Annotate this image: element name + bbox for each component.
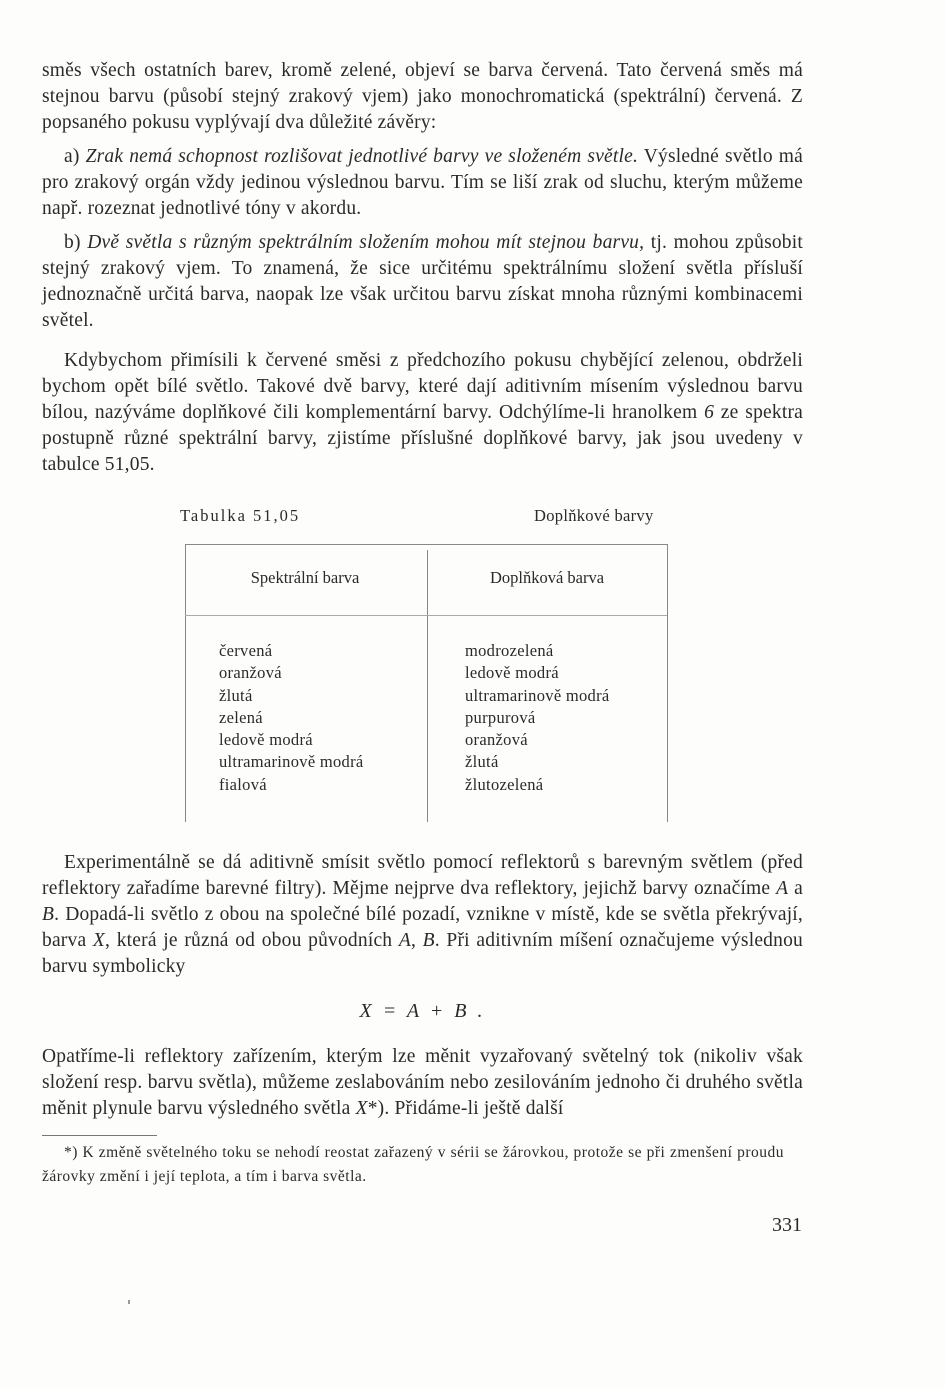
table-title: Doplňkové barvy bbox=[534, 506, 654, 525]
conclusion-a bbox=[42, 144, 803, 222]
paragraph-complementary bbox=[42, 348, 803, 478]
column-complementary-colors bbox=[465, 640, 610, 796]
conclusion-b bbox=[42, 230, 803, 334]
table-cell: oranžová bbox=[219, 663, 282, 683]
paragraph-light-intensity bbox=[42, 1044, 803, 1122]
table-cell: červená bbox=[219, 641, 273, 660]
p3-text: . Při aditivním míšení označujeme výslednou barvu symbolicky bbox=[42, 930, 803, 977]
marker-a: a) bbox=[64, 146, 80, 167]
var-b: B bbox=[422, 930, 435, 951]
conclusion-b-text: tj. mohou způsobit stejný zrakový vjem. To znamená, že sice určitému spektrálnímu složení světla přísluší jednoznačně určitá barva, naopak lze však určitou barvu získat mnoha různými kombinacemi světel. bbox=[42, 232, 803, 331]
var-b: B bbox=[42, 904, 55, 925]
table-cell: žlutá bbox=[219, 685, 253, 705]
p4-text: *). Přidáme-li ještě další bbox=[367, 1098, 564, 1119]
header-spectral-color: Spektrální barva bbox=[250, 568, 360, 587]
print-speck bbox=[128, 1300, 130, 1304]
p2-prism-number: 6 bbox=[704, 402, 715, 423]
table-cell: modrozelená bbox=[465, 641, 554, 660]
table-cell: ultramarinově modrá bbox=[465, 685, 610, 705]
p4-text: Opatříme-li reflektory zařízením, kterým lze měnit vyzařovaný světelný tok (nikoliv však složení resp. barvu světla), můžeme zeslabováním nebo zesilováním jednoho či druhého světla měnit plynule barvu výsledného světla bbox=[42, 1046, 803, 1119]
paragraph-intro: směs všech ostatních barev, kromě zelené, objeví se barva červená. Tato červená směs má stejnou barvu (působí stejný zrakový vjem) jako monochromatická (spektrální) červená. Z popsaného pokusu vyplývají dva důležité závěry: bbox=[42, 60, 803, 133]
table-cell: žlutozelená bbox=[465, 774, 544, 794]
column-spectral-colors bbox=[219, 640, 364, 796]
table-cell: ledově modrá bbox=[219, 730, 313, 750]
footnote-rule bbox=[42, 1135, 157, 1136]
marker-b: b) bbox=[64, 232, 81, 253]
table-cell: fialová bbox=[219, 774, 267, 794]
table-cell: purpurová bbox=[465, 707, 536, 727]
additive-mixing-formula: X = A + B . bbox=[359, 1000, 486, 1022]
table-header-rule bbox=[185, 615, 667, 616]
var-x: X bbox=[92, 930, 106, 951]
paragraph-reflectors bbox=[42, 850, 803, 980]
page-number: 331 bbox=[772, 1214, 802, 1236]
footnote: *) K změně světelného toku se nehodí reostat zařazený v sérii se žárovkou, protože se při zmenšení proudu žárovky změní i její teplota, a tím i barva světla. bbox=[42, 1144, 784, 1185]
table-cell: ultramarinově modrá bbox=[219, 752, 364, 772]
header-complementary-color: Doplňková barva bbox=[489, 568, 605, 587]
var-a: A bbox=[776, 878, 789, 899]
table-right-rule bbox=[667, 544, 668, 822]
p2-text-1: Kdybychom přimísili k červené směsi z předchozího pokusu chybějící zelenou, obdrželi bychom opět bílé světlo. Takové dvě barvy, které dají aditivním mísením výslednou barvu bílou, nazýváme doplňkové čili komplementární barvy. Odchýlíme-li hranolkem bbox=[42, 350, 803, 423]
conclusion-b-italic: Dvě světla s různým spektrálním složením mohou mít stejnou barvu, bbox=[87, 232, 645, 253]
var-x: X bbox=[355, 1098, 368, 1119]
p2-text-2: ze spektra postupně různé spektrální barvy, zjistíme příslušné doplňkové barvy, jak jsou uvedeny v tabulce 51,05. bbox=[42, 402, 803, 475]
table-caption: Tabulka 51,05 bbox=[180, 506, 301, 525]
complementary-colors-table bbox=[185, 544, 667, 822]
p3-text: Experimentálně se dá aditivně smísit světlo pomocí reflektorů s barevným světlem (před reflektory zařadíme barevné filtry). Mějme nejprve dva reflektory, jejichž barvy označíme bbox=[42, 852, 803, 899]
table-cell: ledově modrá bbox=[465, 663, 559, 683]
p3-text: , která je různá od obou původních bbox=[105, 930, 399, 951]
table-column-divider bbox=[427, 550, 428, 822]
table-top-rule bbox=[185, 544, 667, 545]
conclusion-a-italic: Zrak nemá schopnost rozlišovat jednotlivé barvy ve složeném světle. bbox=[85, 146, 639, 167]
conclusion-a-text: Výsledné světlo má pro zrakový orgán vždy jedinou výslednou barvu. Tím se liší zrak od sluchu, kterým můžeme např. rozeznat jednotlivé tóny v akordu. bbox=[42, 146, 804, 219]
table-cell: zelená bbox=[219, 707, 263, 727]
p3-text: . Dopadá-li světlo z obou na společné bílé pozadí, vznikne v místě, kde se světla překrývají, barva bbox=[42, 904, 803, 951]
p3-text: , bbox=[410, 930, 423, 951]
var-a: A bbox=[398, 930, 411, 951]
table-cell: oranžová bbox=[465, 730, 528, 750]
p3-text: a bbox=[788, 878, 804, 899]
table-cell: žlutá bbox=[465, 752, 499, 772]
